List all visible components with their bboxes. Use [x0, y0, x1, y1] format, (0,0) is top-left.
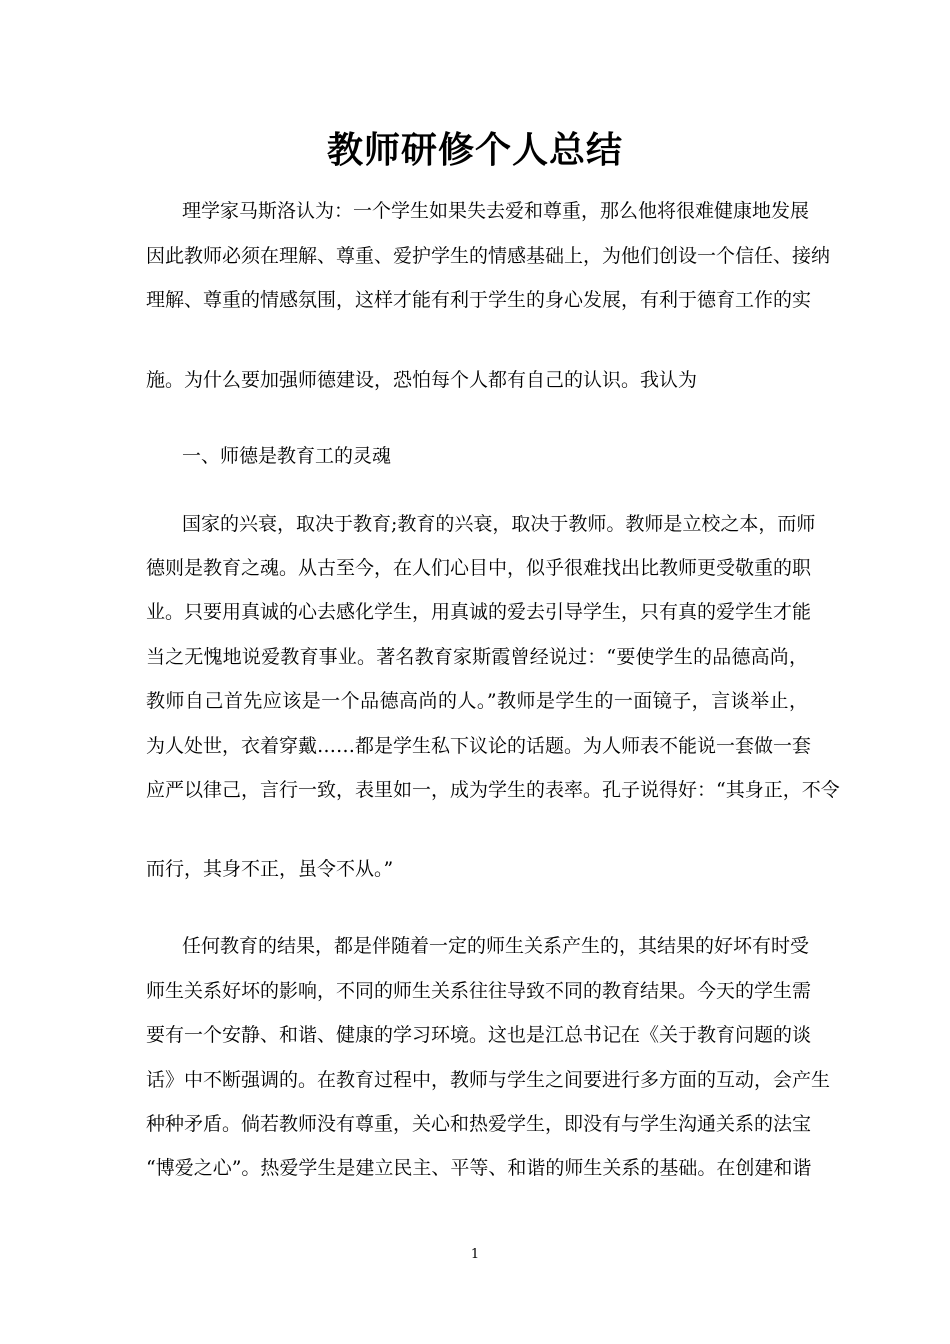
text-line: 要有一个安静、和谐、健康的学习环境。这也是江总书记在《关于教育问题的谈 [146, 1024, 812, 1046]
page-number: 1 [470, 1247, 480, 1262]
text-line: 国家的兴衰，取决于教育;教育的兴衰，取决于教师。教师是立校之本，而师 [182, 513, 816, 535]
text-line: 理学家马斯洛认为：一个学生如果失去爱和尊重，那么他将很难健康地发展 [182, 200, 810, 222]
section-heading: 一、师德是教育工的灵魂 [182, 445, 392, 467]
text-line: 理解、尊重的情感氛围，这样才能有利于学生的身心发展，有利于德育工作的实 [146, 289, 812, 311]
text-line: 而行，其身不正，虽令不从。” [146, 858, 394, 880]
text-line: “博爱之心”。热爱学生是建立民主、平等、和谐的师生关系的基础。在创建和谐 [146, 1157, 812, 1179]
text-line: 种种矛盾。倘若教师没有尊重，关心和热爱学生，即没有与学生沟通关系的法宝 [146, 1113, 812, 1135]
text-line: 业。只要用真诚的心去感化学生，用真诚的爱去引导学生，只有真的爱学生才能 [146, 601, 812, 623]
text-line: 施。为什么要加强师德建设，恐怕每个人都有自己的认识。我认为 [146, 369, 698, 391]
text-line: 话》中不断强调的。在教育过程中，教师与学生之间要进行多方面的互动，会产生 [146, 1069, 831, 1091]
text-line: 任何教育的结果，都是伴随着一定的师生关系产生的，其结果的好坏有时受 [182, 935, 810, 957]
text-line: 因此教师必须在理解、尊重、爱护学生的情感基础上，为他们创设一个信任、接纳 [146, 245, 831, 267]
text-line: 为人处世，衣着穿戴……都是学生私下议论的话题。为人师表不能说一套做一套 [146, 735, 812, 757]
text-line: 教师自己首先应该是一个品德高尚的人。”教师是学生的一面镜子，言谈举止， [146, 690, 808, 712]
text-line: 师生关系好坏的影响，不同的师生关系往往导致不同的教育结果。今天的学生需 [146, 980, 812, 1002]
document-title: 教师研修个人总结 [326, 129, 623, 171]
text-line: 德则是教育之魂。从古至今，在人们心目中，似乎很难找出比教师更受敬重的职 [146, 557, 812, 579]
text-line: 当之无愧地说爱教育事业。著名教育家斯霞曾经说过：“要使学生的品德高尚， [146, 646, 808, 668]
text-line: 应严以律己，言行一致，表里如一，成为学生的表率。孔子说得好：“其身正，不令 [146, 779, 840, 801]
